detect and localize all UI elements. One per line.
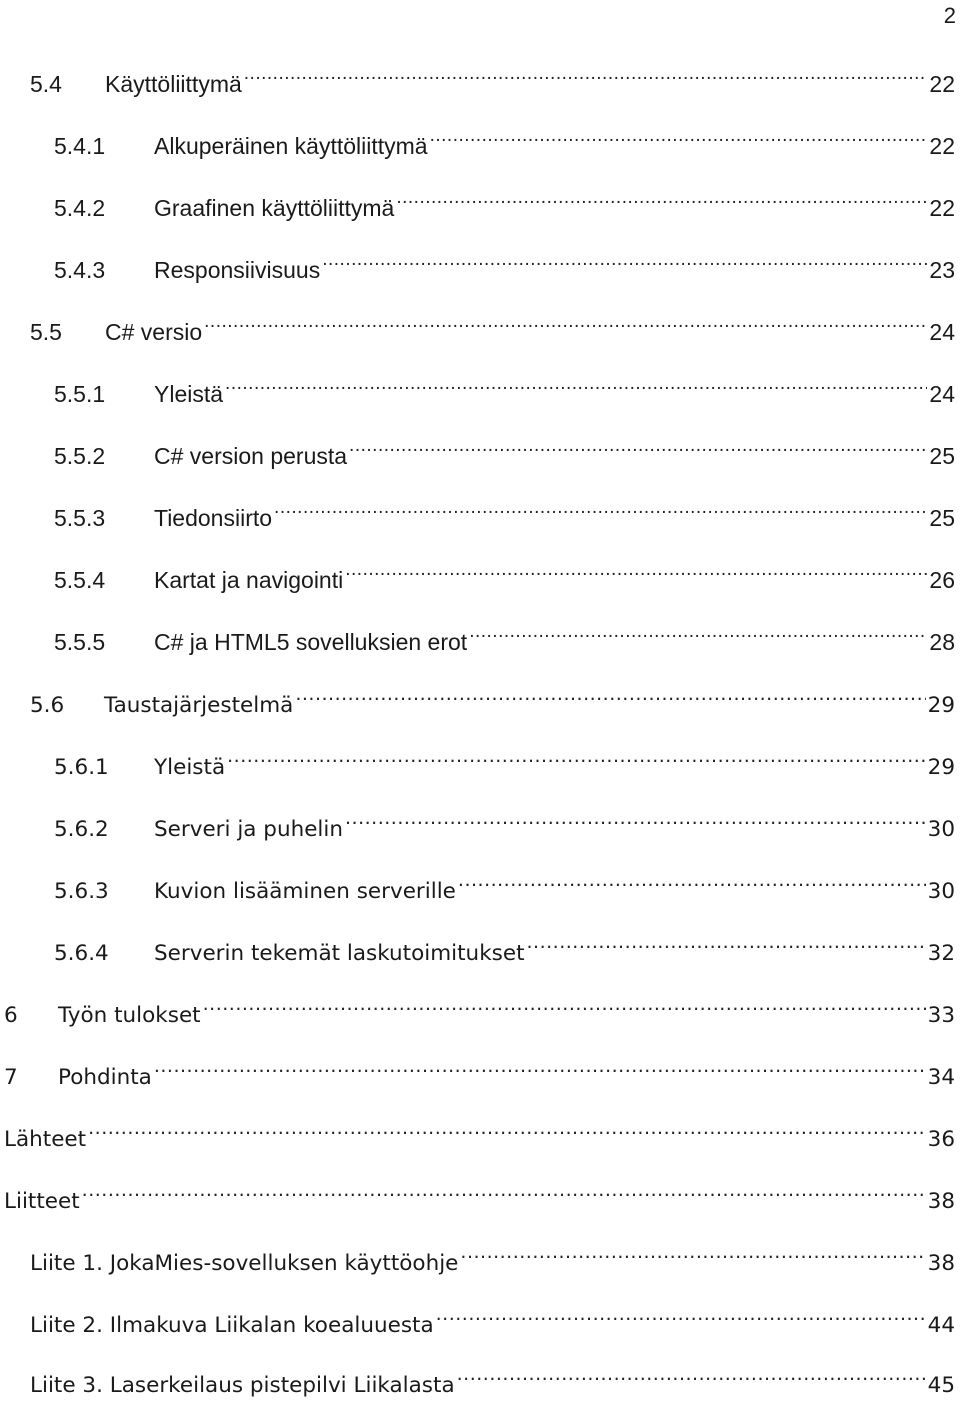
toc-entry[interactable]	[4, 1116, 955, 1152]
toc-entry-number: 5.6.4	[54, 941, 109, 966]
toc-entry[interactable]	[30, 1240, 955, 1276]
toc-entry-number: 5.4.1	[54, 133, 106, 159]
toc-entry-title: C# versio	[105, 319, 203, 345]
toc-entry-page: 30	[927, 879, 955, 904]
toc-entry-title: Alkuperäinen käyttöliittymä	[154, 133, 428, 159]
toc-entry-page: 38	[927, 1251, 955, 1276]
toc-entry-title: Liite 2. Ilmakuva Liikalan koealuuesta	[30, 1313, 434, 1338]
toc-entry-page: 26	[929, 567, 955, 593]
toc-leader-dots	[225, 372, 927, 402]
toc-entry-title: Kartat ja navigointi	[154, 567, 344, 593]
toc-entry-number: 5.5.5	[54, 629, 106, 655]
toc-entry-page: 28	[929, 629, 955, 655]
toc-entry-title: Työn tulokset	[58, 1003, 201, 1028]
toc-leader-dots	[349, 434, 927, 464]
toc-entry-title: Liite 1. JokaMies-sovelluksen käyttöohje	[30, 1251, 459, 1276]
toc-entry-number: 5.6.2	[54, 817, 109, 842]
toc-entry-number: 5.6.3	[54, 879, 109, 904]
toc-entry-page: 22	[929, 133, 955, 159]
toc-entry-number: 5.5.4	[54, 567, 106, 593]
toc-leader-dots	[458, 868, 926, 898]
toc-entry-title: C# version perusta	[154, 443, 348, 469]
toc-entry[interactable]	[54, 248, 955, 283]
page-number: 2	[943, 3, 956, 28]
toc-entry-title: Pohdinta	[58, 1065, 152, 1090]
toc-entry-number: 5.5.3	[54, 505, 106, 531]
toc-entry[interactable]	[54, 806, 955, 842]
toc-entry-page: 24	[929, 381, 955, 407]
toc-leader-dots	[88, 1116, 926, 1146]
toc-entry-title: Käyttöliittymä	[105, 71, 242, 97]
toc-entry[interactable]	[54, 558, 955, 593]
toc-entry-page: 22	[929, 71, 955, 97]
toc-entry-title: C# ja HTML5 sovelluksien erot	[154, 629, 468, 655]
toc-entry-number: 5.4.2	[54, 195, 106, 221]
toc-leader-dots	[345, 806, 926, 836]
toc-leader-dots	[227, 744, 926, 774]
toc-leader-dots	[82, 1178, 926, 1208]
toc-leader-dots	[436, 1302, 926, 1332]
toc-entry-page: 45	[927, 1373, 955, 1398]
toc-entry-title: Serveri ja puhelin	[154, 817, 343, 842]
toc-entry[interactable]	[54, 744, 955, 780]
toc-entry[interactable]	[4, 1054, 955, 1090]
toc-entry-title: Kuvion lisääminen serverille	[154, 879, 456, 904]
toc-entry-title: Liite 3. Laserkeilaus pistepilvi Liikalasta	[30, 1373, 455, 1398]
toc-entry[interactable]	[4, 992, 955, 1028]
toc-entry-number: 5.5.2	[54, 443, 106, 469]
toc-entry-title: Lähteet	[4, 1127, 87, 1152]
toc-entry-number: 5.5.1	[54, 381, 106, 407]
toc-entry-page: 38	[927, 1189, 955, 1214]
toc-entry-page: 44	[927, 1313, 955, 1338]
toc-entry[interactable]	[54, 620, 955, 655]
toc-entry-page: 22	[929, 195, 955, 221]
toc-entry-title: Graafinen käyttöliittymä	[154, 195, 395, 221]
toc-entry-page: 23	[929, 257, 955, 283]
toc-leader-dots	[527, 930, 926, 960]
toc-entry[interactable]	[30, 62, 955, 97]
toc-entry[interactable]	[54, 124, 955, 159]
toc-entry-number: 5.6	[30, 693, 65, 718]
toc-leader-dots	[274, 496, 927, 526]
toc-entry-title: Liitteet	[4, 1189, 80, 1214]
toc-entry[interactable]	[54, 930, 955, 966]
toc-entry[interactable]	[54, 186, 955, 221]
toc-entry-title: Yleistä	[154, 381, 224, 407]
toc-entry-page: 29	[927, 755, 955, 780]
toc-leader-dots	[396, 186, 927, 216]
toc-entry-number: 5.4.3	[54, 257, 106, 283]
toc-entry-page: 29	[927, 693, 955, 718]
toc-entry-title: Taustajärjestelmä	[104, 693, 294, 718]
toc-entry-page: 30	[927, 817, 955, 842]
toc-entry-page: 25	[929, 505, 955, 531]
toc-entry-number: 5.4	[30, 71, 62, 97]
toc-entry-page: 34	[927, 1065, 955, 1090]
toc-leader-dots	[204, 310, 927, 340]
toc-entry-number: 7	[4, 1065, 18, 1090]
toc-leader-dots	[322, 248, 927, 278]
toc-leader-dots	[345, 558, 927, 588]
toc-entry[interactable]	[30, 682, 955, 718]
toc-entry[interactable]	[30, 1302, 955, 1338]
toc-entry-page: 32	[927, 941, 955, 966]
toc-leader-dots	[295, 682, 925, 712]
toc-entry-title: Responsiivisuus	[154, 257, 321, 283]
toc-leader-dots	[460, 1240, 925, 1270]
toc-entry-title: Serverin tekemät laskutoimitukset	[154, 941, 525, 966]
toc-leader-dots	[154, 1054, 926, 1084]
toc-entry-page: 36	[927, 1127, 955, 1152]
toc-leader-dots	[203, 992, 926, 1022]
toc-leader-dots	[457, 1362, 926, 1392]
toc-entry-number: 5.5	[30, 319, 62, 345]
toc-entry-number: 5.6.1	[54, 755, 109, 780]
toc-entry-page: 25	[929, 443, 955, 469]
toc-entry-page: 33	[927, 1003, 955, 1028]
toc-entry[interactable]	[4, 1178, 955, 1214]
toc-entry-title: Tiedonsiirto	[154, 505, 273, 531]
toc-entry-number: 6	[4, 1003, 18, 1028]
toc-entry-title: Yleistä	[154, 755, 226, 780]
toc-leader-dots	[244, 62, 928, 92]
toc-entry[interactable]	[30, 310, 955, 345]
toc-leader-dots	[430, 124, 928, 154]
toc-entry-page: 24	[929, 319, 955, 345]
toc-entry[interactable]	[54, 496, 955, 531]
toc-leader-dots	[469, 620, 927, 650]
toc-entry[interactable]	[54, 868, 955, 904]
toc-entry[interactable]	[54, 434, 955, 469]
toc-entry[interactable]	[54, 372, 955, 407]
toc-entry[interactable]	[30, 1362, 955, 1398]
